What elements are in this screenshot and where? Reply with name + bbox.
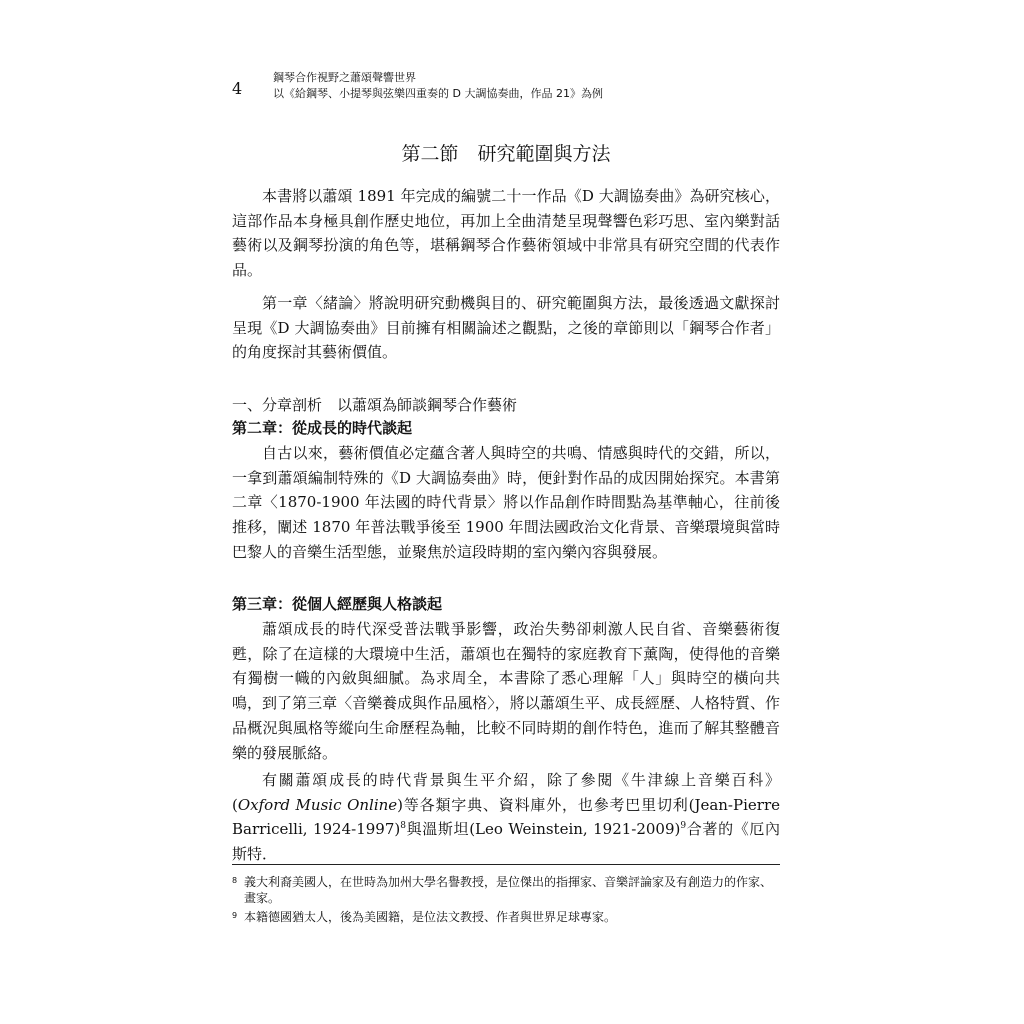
p2-part4: 合著的《厄內斯特．: [232, 820, 781, 864]
footnote-divider: [232, 864, 780, 865]
intro-paragraph-1: 本書將以蕭頌 1891 年完成的編號二十一作品《D 大調協奏曲》為研究核心，這部作品本身極具創作歷史地位，再加上全曲清楚呈現聲響色彩巧思、室內樂對話藝術以及鋼琴扮演的角色等，堪稱鋼琴合作藝術領域中非常具有研究空間的代表作品。: [232, 187, 780, 280]
footnote-8: [232, 874, 780, 906]
footnote-ref-9[interactable]: 9: [680, 821, 687, 832]
chapter2-paragraph: 自古以來，藝術價值必定蘊含著人與時空的共鳴、情感與時代的交錯，所以，一拿到蕭頌編制特殊的《D 大調協奏曲》時，便針對作品的成因開始探究。本書第二章〈1870-1900 年法國的時代背景〉將以作品創作時間點為基準軸心，往前後推移，闡述 1870 年普法戰爭後至 1900 年間法國政治文化背景、音樂環境與當時巴黎人的音樂生活型態，並聚焦於這段時期的室內樂內容與發展。: [232, 444, 780, 561]
footnote-marker: 8: [232, 876, 238, 885]
chapter2-heading: 第二章：從成長的時代談起: [232, 419, 413, 437]
p2-part1: 有關蕭頌成長的時代背景與生平介紹，除了參閱《牛津線上音樂百科》(: [232, 771, 780, 814]
book-subtitle: 以《給鋼琴、小提琴與弦樂四重奏的 D 大調協奏曲，作品 21》為例: [273, 87, 603, 100]
running-head: [273, 70, 603, 102]
section-title: 第二節 研究範圍與方法: [401, 143, 611, 165]
p2-part2: )等各類字典、資料庫外，也參考巴里切利(Jean-Pierre Barricelli, 1924-1997): [232, 795, 780, 839]
footnote-ref-8[interactable]: 8: [400, 821, 406, 832]
part-heading: 一、分章剖析 以蕭頌為師談鋼琴合作藝術: [232, 396, 518, 414]
footnote-9: [232, 909, 780, 925]
chapter3-paragraph: 蕭頌成長的時代深受普法戰爭影響，政治失勢卻刺激人民自省、音樂藝術復甦，除了在這樣的大環境中生活，蕭頌也在獨特的家庭教育下薰陶，使得他的音樂有獨樹一幟的內斂與細膩。為求周全，本書除了悉心理解「人」與時空的橫向共鳴，到了第三章〈音樂養成與作品風格〉，將以蕭頌生平、成長經歷、人格特質、作品概況與風格等縱向生命歷程為軸，比較不同時期的創作特色，進而了解其整體音樂的發展脈絡。: [232, 620, 780, 762]
intro-paragraph-2: 第一章〈緒論〉將說明研究動機與目的、研究範圍與方法，最後透過文獻探討呈現《D 大調協奏曲》目前擁有相關論述之觀點，之後的章節則以「鋼琴合作者」的角度探討其藝術價值。: [232, 294, 780, 362]
page-number: 4: [232, 79, 243, 98]
book-title: 鋼琴合作視野之蕭頌聲響世界: [273, 71, 416, 84]
footnote-text: 本籍德國猶太人，後為美國籍，是位法文教授、作者與世界足球專家。: [244, 910, 617, 924]
chapter3-paragraph-2: [232, 768, 780, 867]
p2-part3: 與溫斯坦(Leo Weinstein, 1921-2009): [405, 820, 681, 839]
footnotes: [232, 874, 780, 928]
footnote-marker: 9: [232, 911, 238, 920]
chapter3-heading: 第三章：從個人經歷與人格談起: [232, 595, 443, 613]
oxford-music-online: Oxford Music Online: [237, 795, 398, 814]
footnote-text: 義大利裔美國人，在世時為加州大學名譽教授，是位傑出的指揮家、音樂評論家及有創造力的作家、畫家。: [244, 875, 773, 905]
